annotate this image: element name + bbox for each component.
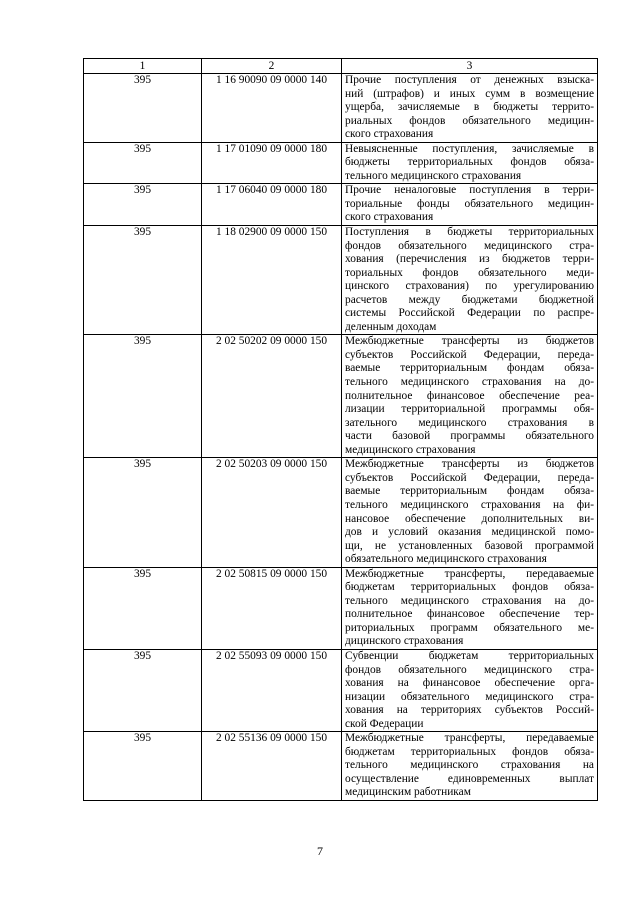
table-row [84,184,598,226]
description-line: фондов обязательного медицинского стра- [345,663,594,676]
column-header: 2 [202,59,342,74]
description-line: Межбюджетные трансферты из бюджетов [345,335,594,348]
description-line: субъектов Российской Федерации, переда- [345,471,594,484]
description-line: ваемые территориальным фондам обяза- [345,362,594,375]
admin-code-cell: 395 [84,184,202,226]
description-line: щи, не установленных базовой программой [345,539,594,552]
description-line: низации обязательного медицинского стра- [345,690,594,703]
description-line: хования (перечисления из бюджетов терри- [345,253,594,266]
table-row [84,74,598,143]
description-line: ского страхования [345,211,434,224]
admin-code-cell: 395 [84,649,202,731]
description-line: бюджетам территориальных фондов обяза- [345,745,594,758]
admin-code-cell: 395 [84,335,202,458]
budget-code-cell: 2 02 50815 09 0000 150 [202,567,342,649]
admin-code-cell: 395 [84,567,202,649]
description-line: Субвенции бюджетам территориальных [345,649,594,662]
budget-code-cell: 1 16 90090 09 0000 140 [202,74,342,143]
description-line: расчетов между бюджетами бюджетной [345,293,594,306]
description-line: нансовое обеспечение дополнительных ви- [345,512,594,525]
description-cell [342,226,598,335]
table-row [84,335,598,458]
description-line: риториальных программ обязательного ме- [345,621,594,634]
description-cell [342,184,598,226]
budget-code-cell: 1 17 01090 09 0000 180 [202,142,342,184]
description-line: Невыясненные поступления, зачисляемые в [345,142,594,155]
description-line: бюджетам территориальных фондов обяза- [345,581,594,594]
table-header-row [84,59,598,74]
budget-code-cell: 2 02 50202 09 0000 150 [202,335,342,458]
description-line: зательного медицинского страхования в [345,416,594,429]
description-line: тельного медицинского страхования на до- [345,376,594,389]
description-line: ваемые территориальным фондам обяза- [345,485,594,498]
description-line: хования на финансовое обеспечение орга- [345,677,594,690]
description-line: цинского страхования) по урегулированию [345,280,594,293]
description-line: бюджеты территориальных фондов обяза- [345,156,594,169]
description-line: части базовой программы обязательного [345,430,594,443]
description-line: Межбюджетные трансферты, передаваемые [345,732,594,745]
description-line: дицинского страхования [345,635,464,648]
admin-code-cell: 395 [84,732,202,801]
description-line: осуществление единовременных выплат [345,772,594,785]
admin-code-cell: 395 [84,458,202,567]
description-line: ской Федерации [345,717,424,730]
description-line: ториальные фонды обязательного медицин- [345,197,594,210]
description-cell [342,74,598,143]
description-cell [342,732,598,801]
description-line: субъектов Российской Федерации, переда- [345,348,594,361]
table-row [84,732,598,801]
budget-code-cell: 2 02 55136 09 0000 150 [202,732,342,801]
column-header: 1 [84,59,202,74]
description-line: системы Российской Федерации по распре- [345,307,594,320]
admin-code-cell: 395 [84,142,202,184]
table-row [84,567,598,649]
description-line: деленным доходам [345,320,437,333]
budget-code-cell: 2 02 55093 09 0000 150 [202,649,342,731]
description-line: Поступления в бюджеты территориальных [345,226,594,239]
page-number: 7 [317,844,323,858]
description-line: тельного медицинского страхования на [345,759,594,772]
budget-code-cell: 2 02 50203 09 0000 150 [202,458,342,567]
description-line: Межбюджетные трансферты, передаваемые [345,567,594,580]
description-cell [342,567,598,649]
description-line: ний (штрафов) и иных сумм в возмещение [345,87,594,100]
description-line: ского страхования [345,128,434,141]
description-line: Прочие неналоговые поступления в терри- [345,184,594,197]
description-cell [342,142,598,184]
column-header: 3 [342,59,598,74]
description-line: ущерба, зачисляемые в бюджеты террито- [345,101,594,114]
budget-code-cell: 1 17 06040 09 0000 180 [202,184,342,226]
description-line: полнительное финансовое обеспечение тер- [345,608,594,621]
description-line: риальных фондов обязательного медицин- [345,114,594,127]
description-cell [342,649,598,731]
description-cell [342,335,598,458]
description-line: фондов обязательного медицинского стра- [345,239,594,252]
description-line: тельного медицинского страхования на до- [345,594,594,607]
description-line: тельного медицинского страхования [345,169,522,182]
description-cell [342,458,598,567]
description-line: лизации территориальной программы обя- [345,403,594,416]
description-line: медицинским работникам [345,786,471,799]
revenue-codes-table [83,58,598,801]
table-row [84,226,598,335]
description-line: хования на территориях субъектов Россий- [345,704,594,717]
admin-code-cell: 395 [84,226,202,335]
description-line: обязательного медицинского страхования [345,553,547,566]
table-row [84,458,598,567]
description-line: тельного медицинского страхования на фи- [345,498,594,511]
description-line: дов и условий оказания медицинской помо- [345,526,594,539]
table-row [84,142,598,184]
table-row [84,649,598,731]
budget-code-cell: 1 18 02900 09 0000 150 [202,226,342,335]
admin-code-cell: 395 [84,74,202,143]
description-line: Прочие поступления от денежных взыска- [345,74,594,86]
description-line: медицинского страхования [345,443,476,456]
description-line: ториальных фондов обязательного меди- [345,266,594,279]
description-line: полнительное финансовое обеспечение реа- [345,389,594,402]
description-line: Межбюджетные трансферты из бюджетов [345,458,594,471]
